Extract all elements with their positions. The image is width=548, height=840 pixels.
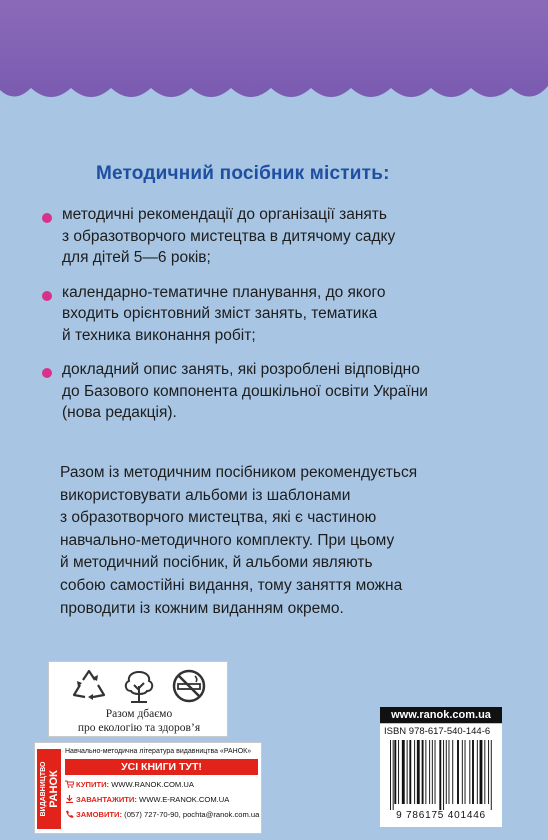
publisher-description: Навчально-методична література видавництва «РАНОК» bbox=[65, 748, 252, 755]
recycle-icon bbox=[69, 666, 109, 706]
website-link[interactable]: www.ranok.com.ua bbox=[380, 707, 502, 723]
publisher-logo-small: ВИДАВНИЦТВО bbox=[40, 761, 47, 817]
list-item bbox=[40, 359, 530, 424]
buy-label: КУПИТИ: bbox=[76, 780, 110, 789]
buy-row bbox=[65, 780, 194, 789]
cart-icon bbox=[65, 780, 74, 788]
bullet-dot-icon bbox=[42, 368, 52, 378]
decorative-wave-band bbox=[0, 0, 548, 120]
eco-slogan-line1: Разом дбаємо bbox=[105, 708, 173, 720]
bullet-dot-icon bbox=[42, 213, 52, 223]
no-smoking-icon bbox=[169, 666, 209, 706]
list-item-text: методичні рекомендації до організації занять з образотворчого мистецтва в дитячому садку для дітей 5—6 років; bbox=[62, 206, 396, 266]
section-heading: Методичний посібник містить: bbox=[96, 163, 390, 184]
contents-list bbox=[40, 204, 530, 437]
list-item-text: календарно-тематичне планування, до якого входить орієнтовний зміст занять, тематика й техника виконання робіт; bbox=[62, 283, 386, 344]
list-item bbox=[40, 204, 530, 269]
order-row bbox=[65, 810, 259, 819]
barcode-block bbox=[380, 724, 502, 827]
publisher-logo bbox=[37, 749, 61, 829]
isbn-text: ISBN 978-617-540-144-6 bbox=[384, 726, 491, 737]
eco-slogan-line2: про екологію та здоров’я bbox=[77, 722, 201, 734]
eco-icons bbox=[49, 666, 229, 708]
buy-link[interactable]: WWW.RANOK.COM.UA bbox=[111, 780, 194, 789]
publisher-logo-name: РАНОК bbox=[48, 770, 60, 808]
download-label: ЗАВАНТАЖИТИ: bbox=[76, 795, 137, 804]
description-paragraph: Разом із методичним посібником рекомендується використовувати альбоми із шаблонами з образотворчого мистецтва, які є частиною навчально-методичного комплекту. При цьому й методичний посібник, й альбоми являють собою самостійні видання, тому заняття можна проводити із кожним виданням окремо. bbox=[60, 464, 418, 617]
bullet-dot-icon bbox=[42, 291, 52, 301]
download-link[interactable]: WWW.E-RANOK.COM.UA bbox=[139, 795, 230, 804]
all-books-banner: УСІ КНИГИ ТУТ! bbox=[65, 759, 258, 775]
phone-icon bbox=[65, 810, 74, 818]
download-row bbox=[65, 795, 229, 804]
order-contacts[interactable]: (057) 727-70-90, pochta@ranok.com.ua bbox=[124, 810, 260, 819]
eco-notice bbox=[48, 661, 228, 737]
order-label: ЗАМОВИТИ: bbox=[76, 810, 123, 819]
list-item bbox=[40, 282, 530, 347]
list-item-text: докладний опис занять, які розроблені відповідно до Базового компонента дошкільної освіти України (нова редакція). bbox=[62, 361, 428, 421]
tree-icon bbox=[119, 666, 159, 706]
publisher-info bbox=[34, 742, 262, 834]
barcode-image bbox=[388, 740, 494, 810]
barcode-digits: 9 786175 401446 bbox=[396, 810, 486, 821]
download-icon bbox=[65, 795, 74, 803]
